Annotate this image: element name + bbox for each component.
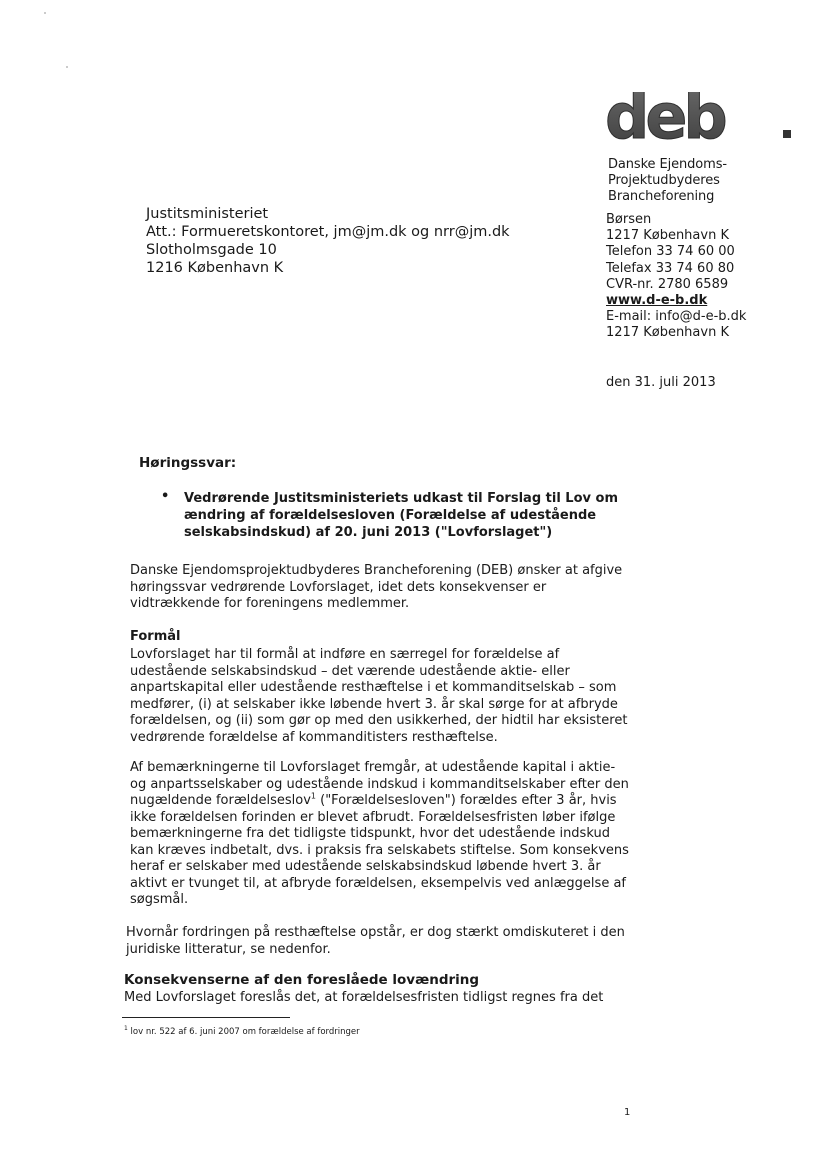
sender-city: 1217 København K [606,325,729,341]
footnote-text: lov nr. 522 af 6. juni 2007 om forældelse af fordringer [127,1026,360,1037]
logo-dot [783,130,791,138]
recipient-line: Slotholmsgade 10 [146,242,277,258]
page-number: 1 [624,1107,631,1118]
footnote-reference: 1 [310,791,316,801]
scan-speck [44,12,46,14]
intro-paragraph: Danske Ejendomsprojektudbyderes Brancheforening (DEB) ønsker at afgive høringssvar vedrørende Lovforslaget, idet dets konsekvenser er vidtrækkende for foreningens medlemmer. [130,563,623,611]
remarks-paragraph [130,760,630,909]
logo-text: deb [605,92,724,152]
sender-org-line: Brancheforening [608,189,715,204]
deb-logo [605,92,795,152]
sender-address-line: 1217 København K [606,228,729,244]
sender-phone: Telefon 33 74 60 00 [606,244,735,260]
subject-line: Vedrørende Justitsministeriets udkast til Forslag til Lov om ændring af forældelsesloven (Forældelse af udestående selskabsindskud) af 20. juni 2013 ("Lovforslaget") [184,491,618,540]
sender-org-line: Projektudbyderes [608,173,720,188]
remarks-text-end: ("Forældelsesloven") forældes efter 3 år, hvis ikke forældelsen forinden er blevet afbrudt. Forældelsesfristen løber ifølge bemærkningerne fra det tidligste tidspunkt, hvor det udestående indskud kan kræves indbetalt, dvs. i praksis fra selskabets stiftelse. Som konsekvens heraf er selskaber med udestående selskabsindskud løbende hvert 3. år aktivt er tvunget til, at afbryde forældelsen, eksempelvis ved anlæggelse af søgsmål. [130,793,629,907]
section-title-formaal: Formål [130,629,181,644]
sender-email: E-mail: info@d-e-b.dk [606,309,747,325]
bullet-icon: • [161,489,170,504]
debate-paragraph: Hvornår fordringen på resthæftelse opstår, er dog stærkt omdiskuteret i den juridiske litteratur, se nedenfor. [126,925,625,957]
footnote-mark: 1 [124,1025,128,1032]
recipient-line: Justitsministeriet [146,206,269,222]
sender-org-line: Danske Ejendoms- [608,157,727,172]
remarks-text-start: Af bemærkningerne til Lovforslaget fremgår, at udestående kapital i aktie- og anpartsselskaber og udestående indskud i kommanditselskaber efter den nugældende forældelseslov [130,760,629,808]
sender-cvr: CVR-nr. 2780 6589 [606,276,729,292]
consequences-paragraph: Med Lovforslaget foreslås det, at forældelsesfristen tidligst regnes fra det [124,990,604,1005]
section-title-consequences: Konsekvenserne af den foreslåede lovændring [124,972,480,988]
sender-contact [606,212,746,342]
scan-speck [66,66,68,68]
recipient-line: Att.: Formueretskontoret, jm@jm.dk og nrr@jm.dk [146,224,510,240]
recipient-address [146,205,510,277]
sender-address-line: Børsen [606,212,652,227]
deb-logo-graphic [605,92,795,152]
document-heading: Høringssvar: [139,455,237,471]
purpose-paragraph: Lovforslaget har til formål at indføre en særregel for forældelse af udestående selskabsindskud – det værende udestående aktie- eller anpartskapital eller udestående resthæftelse i et kommanditselskab – som medfører, (i) at selskaber ikke løbende hvert 3. år skal sørge for at afbryde forældelsen, og (ii) som gør op med den usikkerhed, der hidtil har eksisteret vedrørende forældelse af kommanditisters resthæftelse. [130,647,628,745]
letter-date: den 31. juli 2013 [606,375,716,390]
footnote [124,1025,360,1037]
sender-organisation [608,157,727,205]
sender-fax: Telefax 33 74 60 80 [606,260,735,276]
sender-website-link[interactable]: www.d-e-b.dk [606,293,708,309]
footnote-divider [122,1017,290,1018]
recipient-line: 1216 København K [146,260,284,276]
